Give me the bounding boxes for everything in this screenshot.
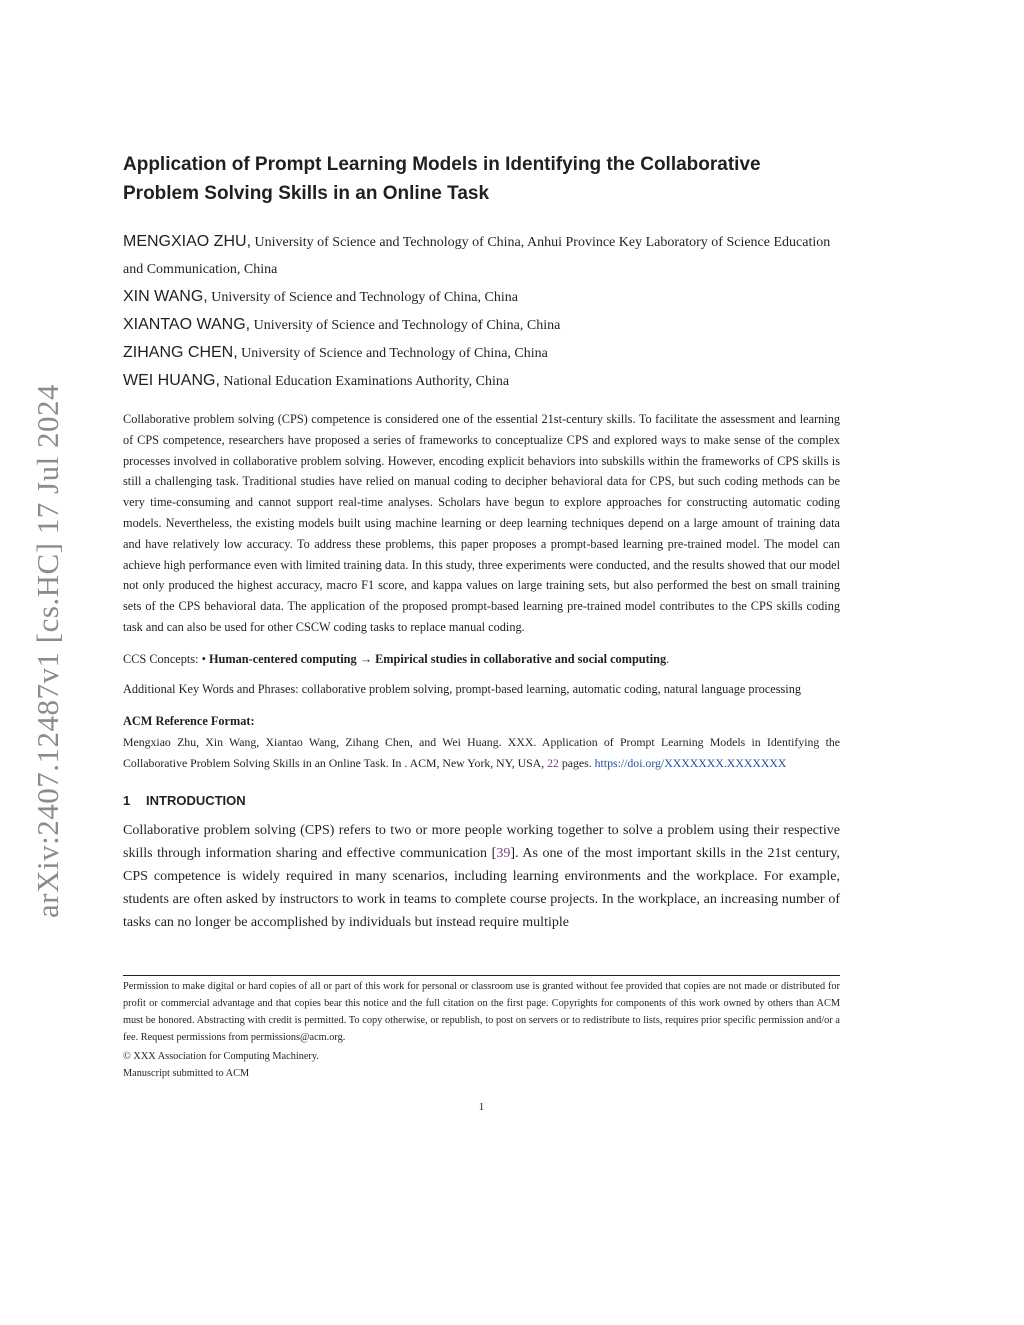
author-name: XIANTAO WANG, [123, 316, 251, 333]
author-entry [123, 311, 840, 339]
intro-text-end: . As one of the most important skills in the 21st century, CPS competence is widely required in many scenarios, including learning environments and the workplace. For example, students are often asked by instructors to work in teams to complete course projects. In the workplace, an increasing number of tasks can no longer be accomplished by individuals but instead require multiple [123, 845, 841, 930]
copyright-line: © XXX Association for Computing Machinery. [123, 1051, 319, 1062]
author-affiliation: University of Science and Technology of China, Anhui Province Key Laboratory of Science Education and Communication, China [123, 235, 831, 277]
doi-link[interactable]: https://doi.org/XXXXXXX.XXXXXXX [594, 755, 787, 770]
author-name: ZIHANG CHEN, [123, 344, 238, 361]
citation-link[interactable]: 39 [496, 845, 511, 861]
section-title: INTRODUCTION [146, 792, 246, 808]
page-number: 1 [478, 1101, 485, 1113]
author-name: XIN WANG, [123, 288, 208, 305]
footnote [123, 978, 840, 1082]
intro-paragraph [123, 819, 840, 934]
abstract: Collaborative problem solving (CPS) competence is considered one of the essential 21st-century skills. To facilitate the assessment and learning of CPS competence, researchers have proposed a series of frameworks to conceptualize CPS and explored ways to make sense of the complex processes involved in collaborative problem solving. However, encoding explicit behaviors into subskills within the frameworks of CPS skills is still a challenging task. Traditional studies have relied on manual coding to decipher behavioral data for CPS, but such coding methods can be very time-consuming and cannot support real-time analyses. Scholars have begun to explore approaches for constructing automatic coding models. Nevertheless, the existing models built using machine learning or deep learning techniques depend on a large amount of training data and have relatively low accuracy. To address these problems, this paper proposes a prompt-based learning pre-trained model. The model can achieve high performance even with limited training data. In this study, three experiments were conducted, and the results showed that our model not only produced the highest accuracy, macro F1 score, and kappa values on large training sets, but also performed the best on small training sets of the CPS behavioral data. The application of the proposed prompt-based learning pre-trained model contributes to the CPS skills coding task and can also be used for other CSCW coding tasks to replace manual coding. [123, 412, 840, 634]
paper-first-page [123, 150, 840, 934]
author-affiliation: University of Science and Technology of China, China [253, 318, 561, 333]
author-name: WEI HUANG, [123, 372, 220, 389]
permission-notice: Permission to make digital or hard copies of all or part of this work for personal or classroom use is granted without fee provided that copies are not made or distributed for profit or commercial advantage and that copies bear this notice and the full citation on the first page. Copyrights for components of this work owned by others than ACM must be honored. Abstracting with credit is permitted. To copy otherwise, or republish, to post on servers or to redistribute to lists, requires prior specific permission and/or a fee. Request permissions from permissions@acm.org. [123, 981, 840, 1043]
paper-title: Application of Prompt Learning Models in Identifying the Collaborative Problem Solving Skills in an Online Task [123, 154, 761, 204]
ccs-label: CCS Concepts: • [123, 651, 206, 666]
author-affiliation: University of Science and Technology of China, China [211, 290, 518, 305]
intro-text-start: Collaborative problem solving (CPS) refers to two or more people working together to solve a problem using their respective skills through information sharing and effective communication [123, 822, 840, 861]
acm-reference-text: Mengxiao Zhu, Xin Wang, Xiantao Wang, Zihang Chen, and Wei Huang. XXX. Application of Prompt Learning Models in Identifying the Collaborative Problem Solving Skills in an Online Task. In . ACM, New York, NY, USA, [123, 734, 840, 770]
acm-reference-heading: ACM Reference Format: [123, 713, 255, 728]
author-affiliation: National Education Examinations Authority, China [223, 374, 510, 389]
keywords: Additional Key Words and Phrases: collaborative problem solving, prompt-based learning, automatic coding, natural language processing [123, 681, 802, 696]
page-count-link[interactable]: 22 [547, 755, 559, 770]
pages-word: pages. [561, 755, 592, 770]
author-affiliation: University of Science and Technology of China, China [241, 346, 548, 361]
ccs-end: . [666, 651, 670, 666]
author-entry [123, 367, 840, 395]
citation-open: [ [491, 845, 497, 861]
author-entry [123, 339, 840, 367]
arxiv-sidebar [28, 365, 68, 937]
ccs-concepts [123, 649, 840, 669]
footnote-divider [123, 975, 840, 976]
author-entry [123, 228, 840, 283]
ccs-concepts-text: Human-centered computing → Empirical studies in collaborative and social computing [208, 651, 667, 666]
acm-reference [123, 732, 840, 774]
citation-close: ] [510, 845, 515, 861]
section-heading [123, 792, 840, 810]
section-number: 1 [123, 792, 131, 808]
author-list [123, 228, 840, 395]
author-name: MENGXIAO ZHU, [123, 233, 252, 250]
manuscript-note: Manuscript submitted to ACM [123, 1068, 250, 1079]
arxiv-identifier: arXiv:2407.12487v1 [cs.HC] 17 Jul 2024 [30, 384, 65, 918]
author-entry [123, 283, 840, 311]
